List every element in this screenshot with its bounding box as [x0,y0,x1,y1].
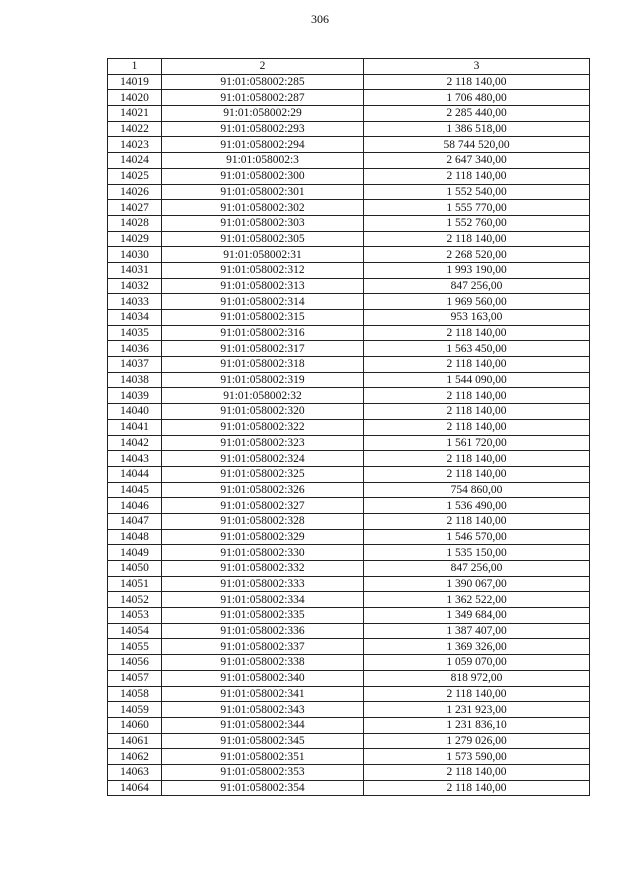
cell-cadastral-number: 91:01:058002:312 [162,262,364,278]
cell-cadastral-value: 2 118 140,00 [364,404,590,420]
table-row [108,545,590,561]
cell-cadastral-number: 91:01:058002:3 [162,153,364,169]
cell-row-number: 14039 [108,388,162,404]
cell-cadastral-number: 91:01:058002:332 [162,561,364,577]
cell-row-number: 14046 [108,498,162,514]
cell-cadastral-value: 1 390 067,00 [364,576,590,592]
table-row [108,419,590,435]
table-row [108,357,590,373]
cell-cadastral-value: 847 256,00 [364,278,590,294]
table-row [108,623,590,639]
table-row [108,435,590,451]
cell-cadastral-number: 91:01:058002:328 [162,513,364,529]
cell-cadastral-number: 91:01:058002:351 [162,749,364,765]
table-row [108,215,590,231]
cell-cadastral-number: 91:01:058002:314 [162,294,364,310]
cell-row-number: 14025 [108,168,162,184]
cell-cadastral-value: 2 118 140,00 [364,325,590,341]
table-header-row [108,59,590,75]
table-row [108,749,590,765]
cell-cadastral-value: 1 231 836,10 [364,717,590,733]
table-row [108,341,590,357]
cell-cadastral-number: 91:01:058002:294 [162,137,364,153]
cell-cadastral-number: 91:01:058002:313 [162,278,364,294]
cell-cadastral-number: 91:01:058002:320 [162,404,364,420]
cell-row-number: 14050 [108,561,162,577]
cell-cadastral-value: 2 118 140,00 [364,168,590,184]
table-row [108,451,590,467]
cell-row-number: 14030 [108,247,162,263]
cell-row-number: 14045 [108,482,162,498]
cell-cadastral-number: 91:01:058002:315 [162,310,364,326]
column-header-number: 1 [108,59,162,75]
cell-cadastral-number: 91:01:058002:31 [162,247,364,263]
cell-row-number: 14032 [108,278,162,294]
cell-cadastral-number: 91:01:058002:330 [162,545,364,561]
cell-row-number: 14026 [108,184,162,200]
cell-row-number: 14040 [108,404,162,420]
table-row [108,278,590,294]
table-row [108,561,590,577]
cell-row-number: 14027 [108,200,162,216]
cell-row-number: 14056 [108,655,162,671]
table-row [108,372,590,388]
cell-cadastral-value: 818 972,00 [364,670,590,686]
cell-row-number: 14033 [108,294,162,310]
cell-cadastral-value: 1 535 150,00 [364,545,590,561]
cell-row-number: 14035 [108,325,162,341]
cell-row-number: 14051 [108,576,162,592]
cell-cadastral-number: 91:01:058002:325 [162,466,364,482]
cell-row-number: 14062 [108,749,162,765]
table-row [108,529,590,545]
cell-cadastral-number: 91:01:058002:302 [162,200,364,216]
table-row [108,168,590,184]
cell-cadastral-value: 2 118 140,00 [364,686,590,702]
cell-cadastral-number: 91:01:058002:340 [162,670,364,686]
page-number: 306 [311,12,329,26]
cell-cadastral-value: 1 059 070,00 [364,655,590,671]
table-row [108,513,590,529]
cell-row-number: 14042 [108,435,162,451]
cell-cadastral-number: 91:01:058002:285 [162,74,364,90]
table-row [108,404,590,420]
table-row [108,184,590,200]
table-row [108,137,590,153]
cell-cadastral-value: 1 546 570,00 [364,529,590,545]
table-row [108,90,590,106]
cell-row-number: 14043 [108,451,162,467]
cell-cadastral-value: 1 386 518,00 [364,121,590,137]
cell-row-number: 14024 [108,153,162,169]
cell-cadastral-number: 91:01:058002:343 [162,702,364,718]
cell-cadastral-value: 2 118 140,00 [364,74,590,90]
cell-cadastral-value: 2 118 140,00 [364,231,590,247]
cell-row-number: 14038 [108,372,162,388]
cell-cadastral-number: 91:01:058002:335 [162,608,364,624]
cell-cadastral-value: 1 993 190,00 [364,262,590,278]
cell-cadastral-value: 1 362 522,00 [364,592,590,608]
cell-cadastral-number: 91:01:058002:324 [162,451,364,467]
table-row [108,670,590,686]
cell-cadastral-value: 1 536 490,00 [364,498,590,514]
cell-row-number: 14044 [108,466,162,482]
table-row [108,608,590,624]
cadastral-value-table [107,58,590,796]
cell-cadastral-number: 91:01:058002:337 [162,639,364,655]
column-header-value: 3 [364,59,590,75]
cell-cadastral-value: 1 563 450,00 [364,341,590,357]
cell-cadastral-number: 91:01:058002:341 [162,686,364,702]
cell-cadastral-value: 1 555 770,00 [364,200,590,216]
table-row [108,294,590,310]
cell-cadastral-value: 2 118 140,00 [364,357,590,373]
cell-cadastral-number: 91:01:058002:353 [162,764,364,780]
cell-cadastral-number: 91:01:058002:319 [162,372,364,388]
cell-cadastral-number: 91:01:058002:317 [162,341,364,357]
cell-row-number: 14023 [108,137,162,153]
table-row [108,325,590,341]
table-row [108,231,590,247]
cell-cadastral-value: 1 561 720,00 [364,435,590,451]
cell-cadastral-number: 91:01:058002:303 [162,215,364,231]
cell-cadastral-value: 1 349 684,00 [364,608,590,624]
table-row [108,466,590,482]
cell-cadastral-value: 1 387 407,00 [364,623,590,639]
table-row [108,121,590,137]
cell-cadastral-number: 91:01:058002:316 [162,325,364,341]
cell-cadastral-number: 91:01:058002:326 [162,482,364,498]
cell-row-number: 14052 [108,592,162,608]
table-row [108,153,590,169]
cell-cadastral-value: 1 279 026,00 [364,733,590,749]
cell-cadastral-number: 91:01:058002:305 [162,231,364,247]
cell-cadastral-number: 91:01:058002:336 [162,623,364,639]
cell-cadastral-value: 2 647 340,00 [364,153,590,169]
cell-row-number: 14064 [108,780,162,796]
table-row [108,733,590,749]
cell-cadastral-value: 953 163,00 [364,310,590,326]
cell-cadastral-number: 91:01:058002:32 [162,388,364,404]
cell-cadastral-number: 91:01:058002:287 [162,90,364,106]
cell-cadastral-value: 58 744 520,00 [364,137,590,153]
cell-row-number: 14037 [108,357,162,373]
cell-cadastral-number: 91:01:058002:345 [162,733,364,749]
cell-row-number: 14021 [108,106,162,122]
table-row [108,200,590,216]
cell-cadastral-value: 1 969 560,00 [364,294,590,310]
cell-row-number: 14047 [108,513,162,529]
cell-row-number: 14055 [108,639,162,655]
cell-row-number: 14053 [108,608,162,624]
cell-row-number: 14054 [108,623,162,639]
cell-cadastral-value: 1 369 326,00 [364,639,590,655]
table-row [108,388,590,404]
cell-cadastral-value: 847 256,00 [364,561,590,577]
table-row [108,764,590,780]
table-row [108,310,590,326]
table-row [108,702,590,718]
cell-cadastral-value: 2 118 140,00 [364,388,590,404]
cell-cadastral-number: 91:01:058002:323 [162,435,364,451]
cell-cadastral-number: 91:01:058002:29 [162,106,364,122]
table-row [108,262,590,278]
cell-cadastral-number: 91:01:058002:354 [162,780,364,796]
cell-row-number: 14020 [108,90,162,106]
table-row [108,74,590,90]
table-body [108,74,590,796]
cell-row-number: 14061 [108,733,162,749]
cell-row-number: 14028 [108,215,162,231]
cell-row-number: 14060 [108,717,162,733]
cell-row-number: 14059 [108,702,162,718]
table-row [108,717,590,733]
cell-cadastral-number: 91:01:058002:327 [162,498,364,514]
cell-row-number: 14036 [108,341,162,357]
cell-row-number: 14029 [108,231,162,247]
cell-cadastral-value: 1 573 590,00 [364,749,590,765]
cell-cadastral-number: 91:01:058002:293 [162,121,364,137]
cell-row-number: 14041 [108,419,162,435]
cell-cadastral-number: 91:01:058002:329 [162,529,364,545]
cell-row-number: 14049 [108,545,162,561]
table-row [108,780,590,796]
table-row [108,576,590,592]
cell-cadastral-value: 754 860,00 [364,482,590,498]
cell-cadastral-value: 2 118 140,00 [364,764,590,780]
cell-cadastral-number: 91:01:058002:301 [162,184,364,200]
cell-cadastral-number: 91:01:058002:318 [162,357,364,373]
cell-row-number: 14057 [108,670,162,686]
cell-cadastral-value: 2 118 140,00 [364,466,590,482]
cell-cadastral-value: 2 118 140,00 [364,419,590,435]
table-row [108,498,590,514]
table-row [108,482,590,498]
cell-cadastral-value: 1 706 480,00 [364,90,590,106]
cell-cadastral-number: 91:01:058002:334 [162,592,364,608]
cell-cadastral-value: 1 231 923,00 [364,702,590,718]
cell-cadastral-number: 91:01:058002:338 [162,655,364,671]
cell-cadastral-number: 91:01:058002:333 [162,576,364,592]
table-row [108,655,590,671]
cell-row-number: 14031 [108,262,162,278]
cell-cadastral-number: 91:01:058002:322 [162,419,364,435]
column-header-cadastral-number: 2 [162,59,364,75]
table-row [108,592,590,608]
cell-cadastral-number: 91:01:058002:300 [162,168,364,184]
cell-cadastral-value: 2 268 520,00 [364,247,590,263]
table-row [108,639,590,655]
cell-row-number: 14019 [108,74,162,90]
cell-cadastral-value: 2 118 140,00 [364,780,590,796]
cell-cadastral-value: 1 552 540,00 [364,184,590,200]
table-row [108,686,590,702]
cell-row-number: 14048 [108,529,162,545]
cell-row-number: 14063 [108,764,162,780]
table-row [108,247,590,263]
cell-cadastral-value: 2 118 140,00 [364,513,590,529]
cell-cadastral-value: 2 118 140,00 [364,451,590,467]
cell-row-number: 14022 [108,121,162,137]
cell-cadastral-value: 2 285 440,00 [364,106,590,122]
cell-cadastral-value: 1 552 760,00 [364,215,590,231]
cell-row-number: 14034 [108,310,162,326]
table-row [108,106,590,122]
cell-cadastral-number: 91:01:058002:344 [162,717,364,733]
cell-row-number: 14058 [108,686,162,702]
cell-cadastral-value: 1 544 090,00 [364,372,590,388]
